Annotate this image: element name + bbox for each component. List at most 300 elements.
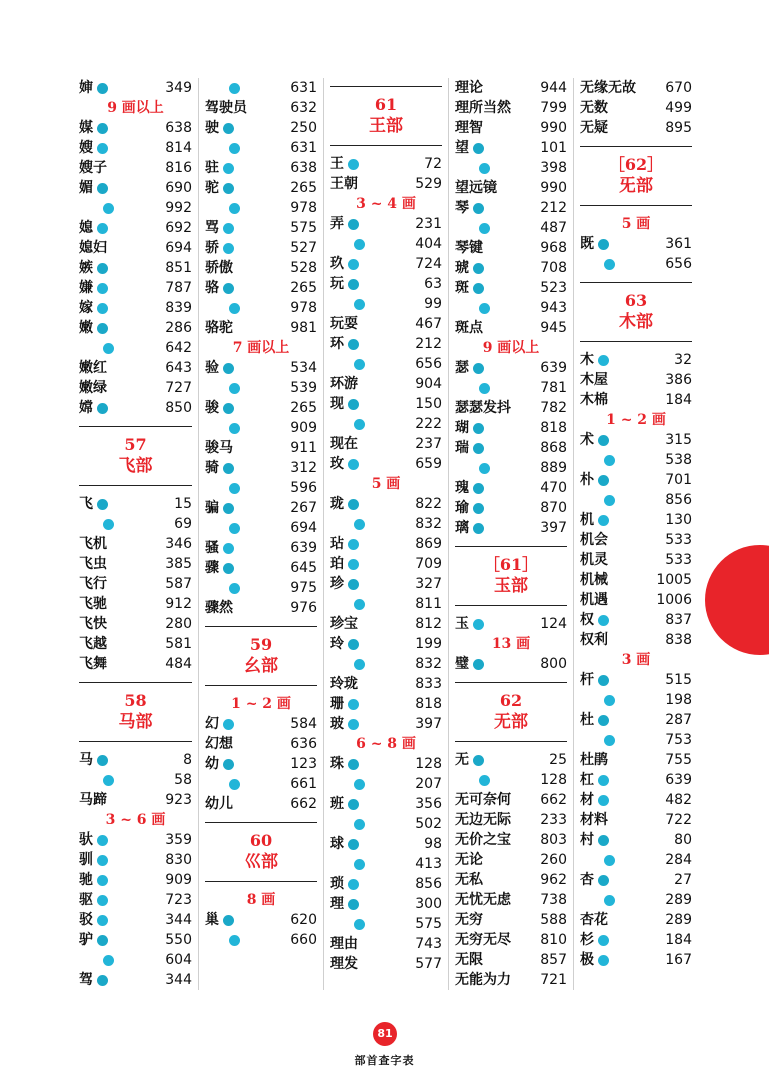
entry-word: 嫩绿 xyxy=(79,380,107,396)
write-mark-icon xyxy=(103,203,114,214)
entry-word: 巢 xyxy=(205,912,219,928)
page-ref: 978 xyxy=(290,200,317,216)
page-ref: 636 xyxy=(290,736,317,752)
entry-word: 嫁 xyxy=(79,300,93,316)
index-entry xyxy=(330,634,442,654)
index-entry xyxy=(455,790,567,810)
page-ref: 397 xyxy=(415,716,442,732)
page-ref: 694 xyxy=(165,240,192,256)
page-ref: 344 xyxy=(165,972,192,988)
page-ref: 581 xyxy=(165,636,192,652)
index-entry xyxy=(330,334,442,354)
page-ref: 539 xyxy=(290,380,317,396)
page-ref: 184 xyxy=(665,392,692,408)
stroke-count-heading: 5 画 xyxy=(371,476,401,492)
entry-word: 飞虫 xyxy=(79,556,107,572)
write-mark-icon xyxy=(604,455,615,466)
write-mark-icon xyxy=(354,519,365,530)
write-mark-icon xyxy=(229,143,240,154)
page-ref: 990 xyxy=(540,180,567,196)
page-ref: 912 xyxy=(165,596,192,612)
write-mark-icon xyxy=(348,699,359,710)
page-ref: 753 xyxy=(665,732,692,748)
recognize-mark-icon xyxy=(97,499,108,510)
entry-word: 驻 xyxy=(205,160,219,176)
index-entry xyxy=(330,894,442,914)
index-entry xyxy=(79,830,192,850)
page-ref: 1006 xyxy=(656,592,692,608)
write-mark-icon xyxy=(97,283,108,294)
page-ref: 662 xyxy=(540,792,567,808)
page-ref: 818 xyxy=(415,696,442,712)
page-ref: 631 xyxy=(290,140,317,156)
entry-word: 玉 xyxy=(455,616,469,632)
index-entry xyxy=(205,598,317,618)
page-ref: 976 xyxy=(290,600,317,616)
index-entry xyxy=(330,454,442,474)
recognize-mark-icon xyxy=(473,483,484,494)
index-entry xyxy=(330,394,442,414)
page-ref: 346 xyxy=(165,536,192,552)
page-ref: 787 xyxy=(165,280,192,296)
index-entry xyxy=(79,138,192,158)
entry-word: 理智 xyxy=(455,120,483,136)
entry-word: 球 xyxy=(330,836,344,852)
entry-word: 机会 xyxy=(580,532,608,548)
radical-name: 玉部 xyxy=(494,576,528,596)
write-mark-icon xyxy=(97,143,108,154)
write-mark-icon xyxy=(97,303,108,314)
radical-header xyxy=(205,626,317,686)
index-entry xyxy=(330,594,442,614)
page-ref: 975 xyxy=(290,580,317,596)
index-entry xyxy=(79,318,192,338)
page-ref: 661 xyxy=(290,776,317,792)
write-mark-icon xyxy=(348,159,359,170)
index-entry xyxy=(455,418,567,438)
page-ref: 909 xyxy=(165,872,192,888)
radical-header xyxy=(580,146,692,206)
recognize-mark-icon xyxy=(223,915,234,926)
page-ref: 659 xyxy=(415,456,442,472)
stroke-count-heading: 9 画以上 xyxy=(107,100,164,116)
index-entry xyxy=(455,830,567,850)
page-ref: 909 xyxy=(290,420,317,436)
page-ref: 398 xyxy=(540,160,567,176)
page-ref: 284 xyxy=(665,852,692,868)
page-ref: 289 xyxy=(665,912,692,928)
index-entry xyxy=(330,614,442,634)
entry-word: 嫩红 xyxy=(79,360,107,376)
index-entry xyxy=(455,970,567,990)
page-ref: 312 xyxy=(290,460,317,476)
index-entry xyxy=(580,830,692,850)
page-ref: 15 xyxy=(174,496,192,512)
page-ref: 287 xyxy=(665,712,692,728)
entry-word: 骗 xyxy=(205,500,219,516)
index-entry xyxy=(580,570,692,590)
index-entry xyxy=(330,814,442,834)
entry-word: 无价之宝 xyxy=(455,832,511,848)
page-ref: 233 xyxy=(540,812,567,828)
entry-word: 驾驶员 xyxy=(205,100,247,116)
entry-word: 现在 xyxy=(330,436,358,452)
index-entry xyxy=(205,358,317,378)
page-footer: 部首查字表 xyxy=(354,1054,415,1067)
page-ref: 839 xyxy=(165,300,192,316)
stroke-count-heading: 9 画以上 xyxy=(482,340,540,356)
index-entry xyxy=(79,634,192,654)
entry-word: 机遇 xyxy=(580,592,608,608)
index-entry xyxy=(580,710,692,730)
entry-word: 驾 xyxy=(79,972,93,988)
recognize-mark-icon xyxy=(348,279,359,290)
write-mark-icon xyxy=(229,483,240,494)
radical-name: 旡部 xyxy=(619,176,653,196)
write-mark-icon xyxy=(103,955,114,966)
index-entry xyxy=(580,370,692,390)
page-ref: 638 xyxy=(290,160,317,176)
radical-number: 59 xyxy=(249,635,273,654)
write-mark-icon xyxy=(97,223,108,234)
page-ref: 533 xyxy=(665,532,692,548)
index-entry xyxy=(455,278,567,298)
page-ref: 724 xyxy=(415,256,442,272)
entry-word: 杠 xyxy=(580,772,594,788)
index-entry xyxy=(330,854,442,874)
page-ref: 643 xyxy=(165,360,192,376)
page-ref: 484 xyxy=(165,656,192,672)
entry-word: 木 xyxy=(580,352,594,368)
entry-word: 骆驼 xyxy=(205,320,233,336)
index-entry xyxy=(330,314,442,334)
page-ref: 811 xyxy=(415,596,442,612)
write-mark-icon xyxy=(354,359,365,370)
recognize-mark-icon xyxy=(473,523,484,534)
index-entry xyxy=(205,578,317,598)
page-ref: 184 xyxy=(665,932,692,948)
recognize-mark-icon xyxy=(598,875,609,886)
write-mark-icon xyxy=(348,459,359,470)
index-entry xyxy=(79,278,192,298)
entry-word: 飞 xyxy=(79,496,93,512)
page-ref: 538 xyxy=(665,452,692,468)
write-mark-icon xyxy=(598,955,609,966)
page-ref: 1005 xyxy=(656,572,692,588)
recognize-mark-icon xyxy=(97,183,108,194)
write-mark-icon xyxy=(229,779,240,790)
radical-name: 幺部 xyxy=(244,656,278,676)
recognize-mark-icon xyxy=(223,759,234,770)
write-mark-icon xyxy=(229,303,240,314)
page-ref: 212 xyxy=(415,336,442,352)
write-mark-icon xyxy=(598,355,609,366)
entry-word: 瑟瑟发抖 xyxy=(455,400,511,416)
index-entry xyxy=(330,274,442,294)
page-ref: 812 xyxy=(415,616,442,632)
page-ref: 63 xyxy=(424,276,442,292)
recognize-mark-icon xyxy=(473,659,484,670)
page-ref: 889 xyxy=(540,460,567,476)
index-entry xyxy=(330,774,442,794)
index-entry xyxy=(580,530,692,550)
write-mark-icon xyxy=(97,895,108,906)
index-entry xyxy=(330,714,442,734)
page-ref: 502 xyxy=(415,816,442,832)
index-entry xyxy=(205,418,317,438)
page-ref: 470 xyxy=(540,480,567,496)
page-ref: 587 xyxy=(165,576,192,592)
recognize-mark-icon xyxy=(348,759,359,770)
index-entry xyxy=(79,930,192,950)
recognize-mark-icon xyxy=(598,475,609,486)
write-mark-icon xyxy=(604,259,615,270)
page-ref: 708 xyxy=(540,260,567,276)
entry-word: 驼 xyxy=(205,180,219,196)
recognize-mark-icon xyxy=(598,835,609,846)
index-entry xyxy=(205,238,317,258)
entry-word: 骑 xyxy=(205,460,219,476)
entry-word: 媒 xyxy=(79,120,93,136)
entry-word: 理由 xyxy=(330,936,358,952)
index-entry xyxy=(455,890,567,910)
index-entry xyxy=(580,890,692,910)
entry-word: 骤然 xyxy=(205,600,233,616)
page-ref: 523 xyxy=(540,280,567,296)
page-ref: 639 xyxy=(665,772,692,788)
entry-word: 媳妇 xyxy=(79,240,107,256)
page-ref: 596 xyxy=(290,480,317,496)
index-entry xyxy=(330,554,442,574)
page-ref: 32 xyxy=(674,352,692,368)
index-column xyxy=(198,78,323,990)
entry-word: 幻 xyxy=(205,716,219,732)
index-entry xyxy=(79,654,192,674)
index-entry xyxy=(205,478,317,498)
entry-word: 验 xyxy=(205,360,219,376)
recognize-mark-icon xyxy=(598,239,609,250)
write-mark-icon xyxy=(354,919,365,930)
radical-index-columns xyxy=(73,78,698,990)
entry-word: 媳 xyxy=(79,220,93,236)
page-ref: 656 xyxy=(415,356,442,372)
index-entry xyxy=(205,178,317,198)
index-entry xyxy=(455,850,567,870)
entry-word: 琴键 xyxy=(455,240,483,256)
index-entry xyxy=(330,234,442,254)
entry-word: 骏马 xyxy=(205,440,233,456)
page-ref: 167 xyxy=(665,952,692,968)
write-mark-icon xyxy=(354,239,365,250)
index-entry xyxy=(455,398,567,418)
stroke-count-heading: 5 画 xyxy=(621,216,651,232)
index-entry xyxy=(79,218,192,238)
entry-word: 杉 xyxy=(580,932,594,948)
entry-word: 望 xyxy=(455,140,469,156)
page-ref: 660 xyxy=(290,932,317,948)
recognize-mark-icon xyxy=(97,975,108,986)
index-entry xyxy=(580,470,692,490)
page-ref: 397 xyxy=(540,520,567,536)
stroke-count-heading: 3 ~ 4 画 xyxy=(356,196,416,212)
entry-word: 驮 xyxy=(79,832,93,848)
entry-word: 驰 xyxy=(79,872,93,888)
index-entry xyxy=(455,478,567,498)
index-entry xyxy=(455,518,567,538)
index-entry xyxy=(205,558,317,578)
page-ref: 467 xyxy=(415,316,442,332)
index-column xyxy=(448,78,573,990)
index-entry xyxy=(330,694,442,714)
index-entry xyxy=(205,98,317,118)
page-ref: 315 xyxy=(665,432,692,448)
page-ref: 656 xyxy=(665,256,692,272)
index-entry xyxy=(330,654,442,674)
entry-word: 机械 xyxy=(580,572,608,588)
write-mark-icon xyxy=(354,299,365,310)
entry-word: 瑞 xyxy=(455,440,469,456)
recognize-mark-icon xyxy=(97,323,108,334)
index-entry xyxy=(205,118,317,138)
entry-word: 无 xyxy=(455,752,469,768)
recognize-mark-icon xyxy=(97,123,108,134)
page-ref: 231 xyxy=(415,216,442,232)
page-ref: 286 xyxy=(165,320,192,336)
entry-word: 斑 xyxy=(455,280,469,296)
stroke-count-heading: 1 ~ 2 画 xyxy=(231,696,291,712)
index-entry xyxy=(455,750,567,770)
index-entry xyxy=(455,118,567,138)
page-ref: 642 xyxy=(165,340,192,356)
write-mark-icon xyxy=(598,515,609,526)
page-ref: 575 xyxy=(290,220,317,236)
entry-word: 骂 xyxy=(205,220,219,236)
page-ref: 128 xyxy=(415,756,442,772)
entry-word: 驯 xyxy=(79,852,93,868)
index-entry xyxy=(455,770,567,790)
index-entry xyxy=(79,378,192,398)
page-ref: 499 xyxy=(665,100,692,116)
index-entry xyxy=(455,910,567,930)
stroke-count-heading: 13 画 xyxy=(491,636,531,652)
entry-word: 珍宝 xyxy=(330,616,358,632)
page-ref: 869 xyxy=(415,536,442,552)
index-entry xyxy=(580,98,692,118)
index-entry xyxy=(455,258,567,278)
radical-header xyxy=(205,822,317,882)
entry-word: 璧 xyxy=(455,656,469,672)
entry-word: 朴 xyxy=(580,472,594,488)
stroke-count-heading: 8 画 xyxy=(246,892,276,908)
index-entry xyxy=(330,294,442,314)
recognize-mark-icon xyxy=(473,503,484,514)
page-ref: 123 xyxy=(290,756,317,772)
page-ref: 101 xyxy=(540,140,567,156)
entry-word: 现 xyxy=(330,396,344,412)
index-entry xyxy=(205,78,317,98)
write-mark-icon xyxy=(479,303,490,314)
index-entry xyxy=(205,158,317,178)
index-entry xyxy=(580,450,692,470)
recognize-mark-icon xyxy=(223,123,234,134)
index-entry xyxy=(580,234,692,254)
page-ref: 978 xyxy=(290,300,317,316)
index-entry xyxy=(79,890,192,910)
page-ref: 260 xyxy=(540,852,567,868)
page-ref: 550 xyxy=(165,932,192,948)
page-ref: 413 xyxy=(415,856,442,872)
page-ref: 25 xyxy=(549,752,567,768)
write-mark-icon xyxy=(97,875,108,886)
page-ref: 385 xyxy=(165,556,192,572)
entry-word: 木棉 xyxy=(580,392,608,408)
write-mark-icon xyxy=(223,243,234,254)
index-entry xyxy=(330,434,442,454)
write-mark-icon xyxy=(97,835,108,846)
index-entry xyxy=(455,654,567,674)
index-entry xyxy=(330,954,442,974)
index-entry xyxy=(79,298,192,318)
page-ref: 723 xyxy=(165,892,192,908)
recognize-mark-icon xyxy=(473,283,484,294)
page-ref: 856 xyxy=(665,492,692,508)
entry-word: 无能为力 xyxy=(455,972,511,988)
entry-word: 玲 xyxy=(330,636,344,652)
recognize-mark-icon xyxy=(598,715,609,726)
entry-word: 幼儿 xyxy=(205,796,233,812)
recognize-mark-icon xyxy=(97,935,108,946)
page-ref: 911 xyxy=(290,440,317,456)
recognize-mark-icon xyxy=(97,83,108,94)
index-column xyxy=(73,78,198,990)
page-ref: 72 xyxy=(424,156,442,172)
entry-word: 极 xyxy=(580,952,594,968)
write-mark-icon xyxy=(604,895,615,906)
entry-word: 无数 xyxy=(580,100,608,116)
recognize-mark-icon xyxy=(223,563,234,574)
radical-number: 57 xyxy=(124,435,147,454)
page-ref: 130 xyxy=(665,512,692,528)
page-ref: 300 xyxy=(415,896,442,912)
page-ref: 620 xyxy=(290,912,317,928)
thumb-tab-marker xyxy=(705,545,769,655)
write-mark-icon xyxy=(348,259,359,270)
entry-word: 玩耍 xyxy=(330,316,358,332)
entry-word: 珀 xyxy=(330,556,344,572)
index-entry xyxy=(330,214,442,234)
index-entry xyxy=(580,118,692,138)
radical-name: 无部 xyxy=(494,712,528,732)
index-entry xyxy=(455,810,567,830)
write-mark-icon xyxy=(223,223,234,234)
page-ref: 727 xyxy=(165,380,192,396)
page-ref: 701 xyxy=(665,472,692,488)
write-mark-icon xyxy=(223,543,234,554)
index-entry xyxy=(455,298,567,318)
write-mark-icon xyxy=(604,495,615,506)
index-entry xyxy=(79,78,192,98)
page-ref: 212 xyxy=(540,200,567,216)
page-ref: 694 xyxy=(290,520,317,536)
index-entry xyxy=(79,494,192,514)
page-ref: 639 xyxy=(540,360,567,376)
index-entry xyxy=(205,278,317,298)
index-entry xyxy=(79,970,192,990)
index-entry xyxy=(455,198,567,218)
index-entry xyxy=(79,790,192,810)
write-mark-icon xyxy=(604,735,615,746)
page-ref: 943 xyxy=(540,300,567,316)
